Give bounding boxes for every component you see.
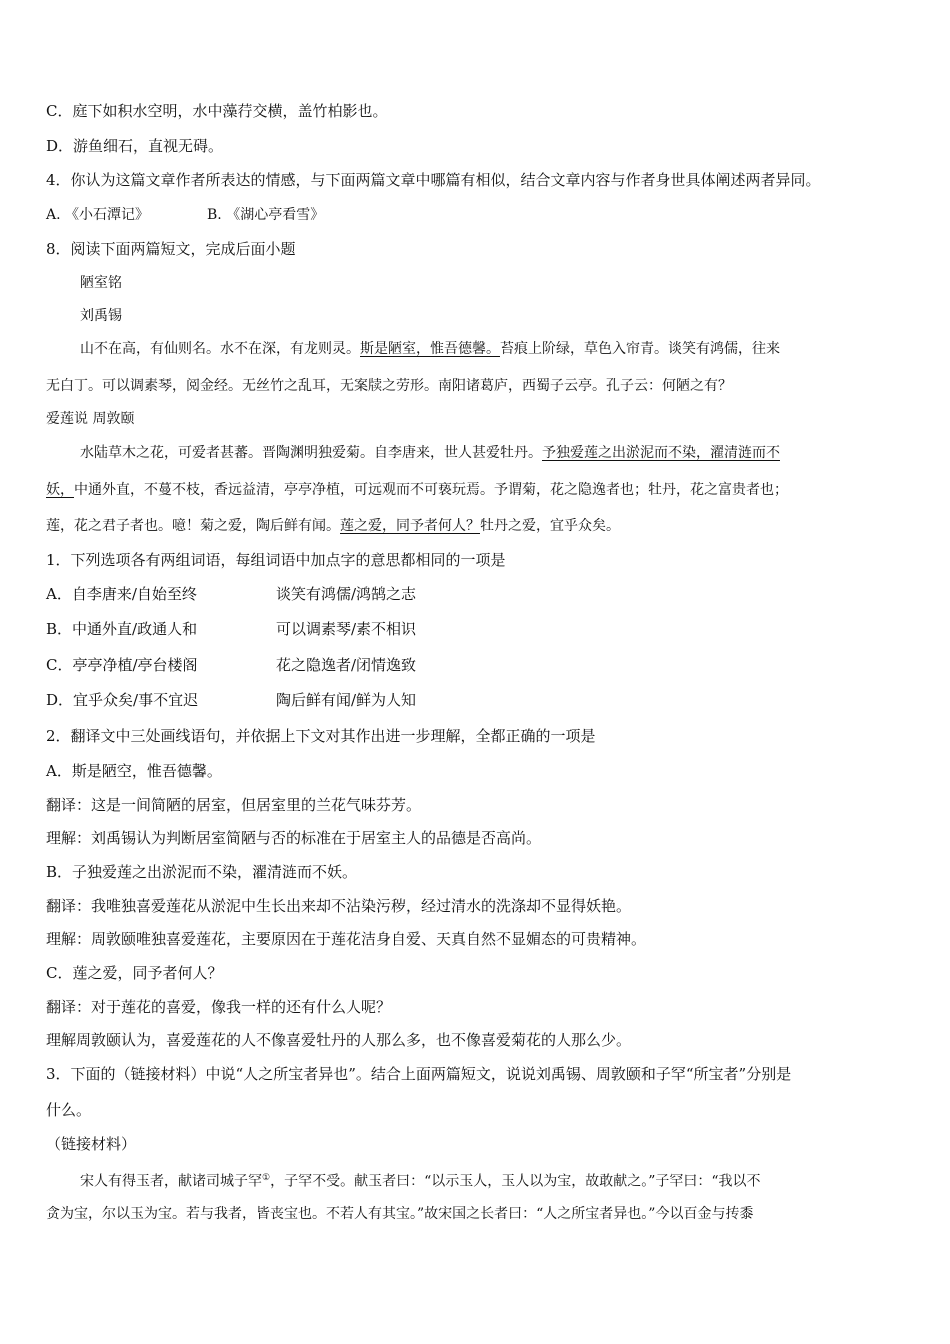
sub2-b-translation: 翻译：我唯独喜爱莲花从淤泥中生长出来却不沾染污秽，经过清水的洗涤却不显得妖艳。 <box>46 897 632 915</box>
text2-paragraph-line3 <box>46 516 620 536</box>
sub3-stem-line1: 3．下面的（链接材料）中说“人之所宝者异也”。结合上面两篇短文，说说刘禹锡、周敦颐和子罕“所宝者”分别是 <box>46 1065 792 1083</box>
sub1-option-c-part1: C．亭亭净植/亭台楼阁 <box>46 656 198 674</box>
q7-4-option-b: B. 《湖心亭看雪》 <box>207 207 325 223</box>
sub1-option-d-part2: 陶后鲜有闻/鲜为人知 <box>276 691 417 709</box>
footnote-marker: ① <box>262 1173 271 1183</box>
q7-option-d: D．游鱼细石，直视无碍。 <box>46 137 224 155</box>
text1-title: 陋室铭 <box>80 275 122 291</box>
underlined-sentence-1: 斯是陋室，惟吾德馨。 <box>360 341 500 357</box>
sub2-a-understanding: 理解：刘禹锡认为判断居室简陋与否的标准在于居室主人的品德是否高尚。 <box>46 829 542 847</box>
sub2-b-understanding: 理解：周敦颐唯独喜爱莲花，主要原因在于莲花洁身自爱、天真自然不显媚态的可贵精神。 <box>46 930 647 948</box>
text1-segment: 山不在高，有仙则名。水不在深，有龙则灵。 <box>80 341 360 357</box>
sub2-option-a: A．斯是陋空，惟吾德馨。 <box>46 762 222 780</box>
link-material-segment: 宋人有得玉者，献诸司城子罕 <box>80 1173 262 1190</box>
text2-segment: 莲，花之君子者也。噫！菊之爱，陶后鲜有闻。 <box>46 518 340 534</box>
sub1-option-a-part1: A．自李唐来/自始至终 <box>46 585 197 603</box>
sub2-stem: 2．翻译文中三处画线语句，并依据上下文对其作出进一步理解，全都正确的一项是 <box>46 727 596 745</box>
underlined-sentence-2-end: 妖， <box>46 482 74 498</box>
sub1-option-c <box>46 655 416 675</box>
sub1-option-b-part1: B．中通外直/政通人和 <box>46 620 198 638</box>
sub1-option-d <box>46 690 416 710</box>
sub3-stem-line2: 什么。 <box>46 1101 92 1119</box>
sub1-option-c-part2: 花之隐逸者/闭情逸致 <box>276 656 417 674</box>
q7-4-stem: 4．你认为这篇文章作者所表达的情感，与下面两篇文章中哪篇有相似，结合文章内容与作者身世具体阐述两者异同。 <box>46 171 821 189</box>
q7-4-options <box>46 205 324 225</box>
sub1-option-d-part1: D．宜乎众矣/事不宜迟 <box>46 691 199 709</box>
text2-segment: 中通外直，不蔓不枝，香远益清，亭亭净植，可远观而不可亵玩焉。予谓菊，花之隐逸者也；牡丹，花之富贵者也； <box>74 482 788 498</box>
text2-title-author: 爱莲说 周敦颐 <box>46 411 135 427</box>
text1-paragraph-line2: 无白丁。可以调素琴，阅金经。无丝竹之乱耳，无案牍之劳形。南阳诸葛庐，西蜀子云亭。孔子云：何陋之有？ <box>46 378 732 394</box>
sub2-c-translation: 翻译：对于莲花的喜爱，像我一样的还有什么人呢？ <box>46 998 392 1016</box>
text2-paragraph-line1 <box>80 443 780 463</box>
text1-paragraph-line1 <box>80 339 780 359</box>
sub2-c-understanding: 理解周敦颐认为，喜爱莲花的人不像喜爱牡丹的人那么多，也不像喜爱菊花的人那么少。 <box>46 1031 632 1049</box>
text2-segment: 牡丹之爱，宜乎众矣。 <box>480 518 620 534</box>
sub2-option-c: C．莲之爱，同予者何人？ <box>46 964 223 982</box>
link-material-line2: 贪为宝，尔以玉为宝。若与我者，皆丧宝也。不若人有其宝。”故宋国之长者曰：“人之所宝者异也。”今以百金与抟黍 <box>46 1206 754 1222</box>
sub1-option-a-part2: 谈笑有鸿儒/鸿鹄之志 <box>276 585 417 603</box>
text1-author: 刘禹锡 <box>80 308 122 324</box>
q7-4-option-a: A. 《小石潭记》 <box>46 207 150 223</box>
underlined-sentence-2: 予独爱莲之出淤泥而不染，濯清涟而不 <box>542 445 780 461</box>
text2-paragraph-line2 <box>46 480 788 500</box>
link-material-line1 <box>80 1168 761 1192</box>
sub2-a-translation: 翻译：这是一间简陋的居室，但居室里的兰花气味芬芳。 <box>46 796 422 814</box>
sub1-option-b <box>46 619 416 639</box>
link-material-label: （链接材料） <box>46 1135 137 1153</box>
sub1-option-b-part2: 可以调素琴/素不相识 <box>276 620 417 638</box>
text2-segment: 水陆草木之花，可爱者甚蕃。晋陶渊明独爱菊。自李唐来，世人甚爱牡丹。 <box>80 445 542 461</box>
sub1-stem: 1．下列选项各有两组词语，每组词语中加点字的意思都相同的一项是 <box>46 551 506 569</box>
underlined-sentence-3: 莲之爱，同予者何人？ <box>340 518 480 534</box>
link-material-segment: ，子罕不受。献玉者曰：“以示玉人，玉人以为宝，故敢献之。”子罕曰：“我以不 <box>270 1173 761 1190</box>
text1-segment: 苔痕上阶绿，草色入帘青。谈笑有鸿儒，往来 <box>500 341 780 357</box>
sub2-option-b: B．子独爱莲之出淤泥而不染，濯清涟而不妖。 <box>46 863 358 881</box>
q7-option-c: C．庭下如积水空明，水中藻荇交横，盖竹柏影也。 <box>46 102 388 120</box>
sub1-option-a <box>46 584 416 604</box>
q8-intro: 8．阅读下面两篇短文，完成后面小题 <box>46 240 296 258</box>
